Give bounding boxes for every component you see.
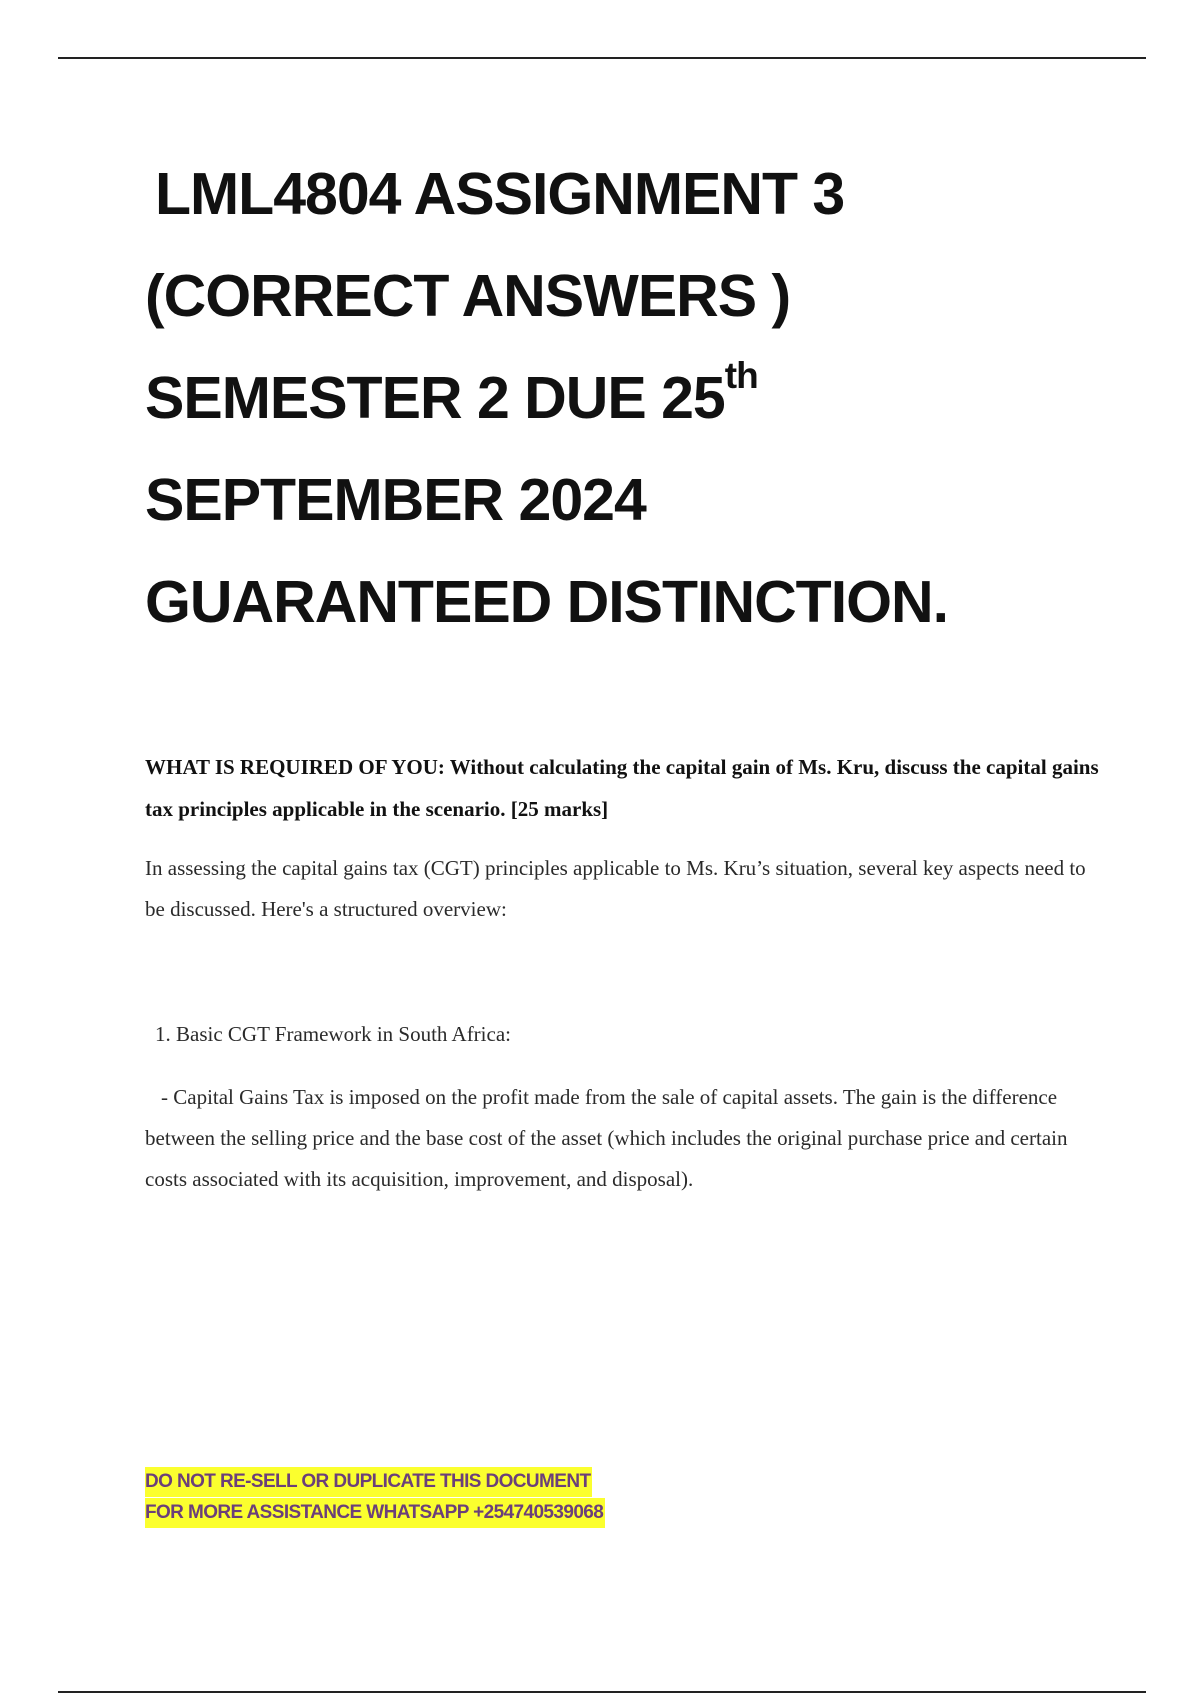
- notice-line-2: FOR MORE ASSISTANCE WHATSAPP +254740539068: [145, 1498, 605, 1528]
- bottom-rule: [58, 1691, 1146, 1693]
- title-line-5: GUARANTEED DISTINCTION.: [145, 569, 948, 635]
- title-line-4: SEPTEMBER 2024: [145, 467, 646, 533]
- watermark-notice: [145, 1466, 605, 1528]
- notice-line-1: DO NOT RE-SELL OR DUPLICATE THIS DOCUMENT: [145, 1467, 592, 1497]
- title-line-1: LML4804 ASSIGNMENT 3: [155, 161, 845, 227]
- title-line-3: [145, 347, 1105, 449]
- section-1-paragraph: [145, 1077, 1105, 1200]
- section-1-heading: 1. Basic CGT Framework in South Africa:: [155, 1022, 511, 1046]
- section-1-text: - Capital Gains Tax is imposed on the profit made from the sale of capital assets. The gain is the difference between the selling price and the base cost of the asset (which includes the original purchase price and certain costs associated with its acquisition, improvement, and disposal).: [145, 1085, 1068, 1191]
- title-line-2: (CORRECT ANSWERS ): [145, 263, 791, 329]
- title-superscript: th: [724, 355, 758, 396]
- top-rule: [58, 57, 1146, 59]
- document-title: [145, 143, 1105, 653]
- question-requirement: WHAT IS REQUIRED OF YOU: Without calculating the capital gain of Ms. Kru, discuss the capital gains tax principles applicable in the scenario. [25 marks]: [145, 755, 1099, 821]
- title-line-3-text: SEMESTER 2 DUE 25: [145, 365, 725, 431]
- intro-paragraph: In assessing the capital gains tax (CGT) principles applicable to Ms. Kru’s situation, several key aspects need to be discussed. Here's a structured overview:: [145, 856, 1086, 921]
